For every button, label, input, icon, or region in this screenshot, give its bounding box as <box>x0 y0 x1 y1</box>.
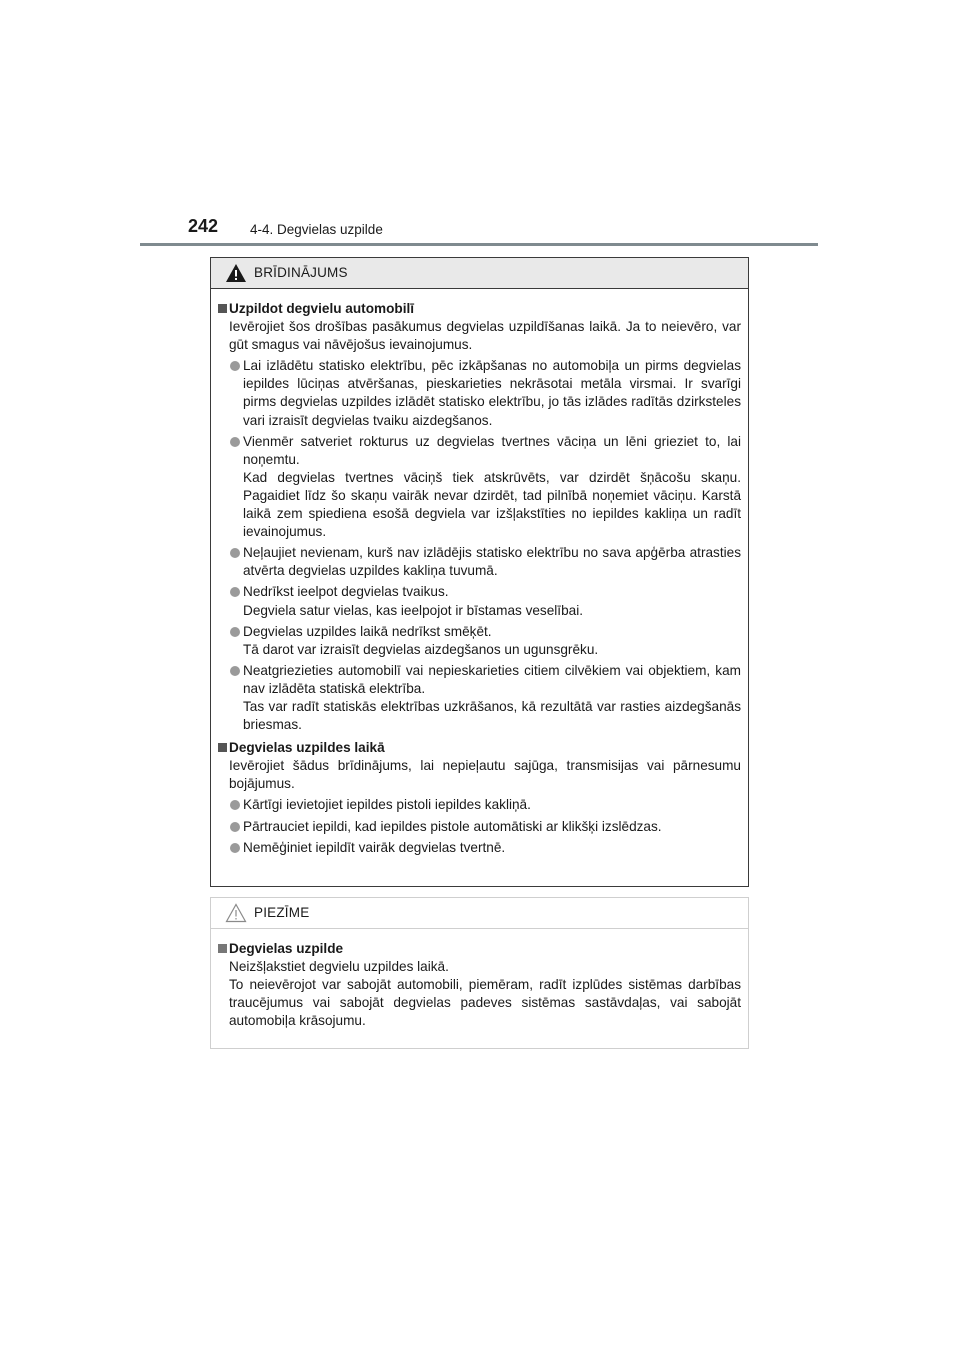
note-box <box>210 897 749 1049</box>
header-divider <box>140 243 818 246</box>
warning-title: BRĪDINĀJUMS <box>254 265 348 280</box>
section-title: 4-4. Degvielas uzpilde <box>250 222 383 237</box>
warning-box <box>210 257 749 887</box>
note-title: PIEZĪME <box>254 905 310 920</box>
round-bullet-icon <box>230 843 240 853</box>
round-bullet-icon <box>230 361 240 371</box>
list-item: Neatgriezieties automobilī vai nepieskarieties citiem cilvēkiem vai objektiem, kam nav izlādēta statiskā elektrība. Tas var radīt statiskās elektrības uzkrāšanos, kā rezultātā var rasties aizdegšanās briesmas. <box>218 662 741 734</box>
list-item: Lai izlādētu statisko elektrību, pēc izkāpšanas no automobiļa un pirms degvielas iepildes lūciņas atvēršanas, pieskarieties nekrāsotai metāla virsmai. Ir svarīgi pirms degvielas uzpildes izlādēt statisko elektrību, jo tās izlādes radītās dzirksteles vari izraisīt degvielas tvaiku aizdegšanos. <box>218 357 741 429</box>
caution-triangle-outline-icon <box>225 903 247 923</box>
round-bullet-icon <box>230 437 240 447</box>
note-header <box>211 898 748 929</box>
note-text-1: Neizšļakstiet degvielu uzpildes laikā. <box>229 959 449 975</box>
warning-triangle-icon <box>225 263 247 283</box>
page-number: 242 <box>188 216 219 236</box>
list-item: Pārtrauciet iepildi, kad iepildes pistole automātiski ar klikšķi izslēdzas. <box>218 818 741 836</box>
round-bullet-icon <box>230 587 240 597</box>
warning-heading-refueling: Uzpildot degvielu automobilī <box>218 300 741 318</box>
warning-heading-during-refueling: Degvielas uzpildes laikā <box>218 739 741 757</box>
round-bullet-icon <box>230 548 240 558</box>
square-bullet-icon <box>218 304 227 313</box>
square-bullet-icon <box>218 944 227 953</box>
round-bullet-icon <box>230 627 240 637</box>
round-bullet-icon <box>230 800 240 810</box>
square-bullet-icon <box>218 743 227 752</box>
warning-header <box>211 258 748 289</box>
list-item: Kārtīgi ievietojiet iepildes pistoli iepildes kakliņā. <box>218 796 741 814</box>
list-item: Degvielas uzpildes laikā nedrīkst smēķēt. Tā darot var izraisīt degvielas aizdegšanos un ugunsgrēku. <box>218 623 741 659</box>
list-item: Neļaujiet nevienam, kurš nav izlādējis statisko elektrību no sava apģērba atrasties atvērta degvielas uzpildes kakliņa tuvumā. <box>218 544 741 580</box>
list-item: Nedrīkst ieelpot degvielas tvaikus. Degviela satur vielas, kas ieelpojot ir bīstamas veselībai. <box>218 583 741 619</box>
warning-intro-2: Ievērojiet šādus brīdinājums, lai nepieļautu sajūga, transmisijas vai pārnesumu bojājumus. <box>229 758 741 792</box>
note-heading: Degvielas uzpilde <box>218 940 741 958</box>
list-item: Vienmēr satveriet rokturus uz degvielas tvertnes vāciņa un lēni grieziet to, lai noņemtu. Kad degvielas tvertnes vāciņš tiek atskrūvēts, var dzirdēt šņācošu skaņu. Pagaidiet līdz šo skaņu vairāk nevar dzirdēt, tad pilnībā noņemiet vāciņu. Karstā laikā zem spiediena esošā degviela var izšļakstīties no iepildes kakliņa un radīt ievainojumus. <box>218 433 741 542</box>
round-bullet-icon <box>230 822 240 832</box>
round-bullet-icon <box>230 666 240 676</box>
warning-intro-1: Ievērojiet šos drošības pasākumus degvielas uzpildīšanas laikā. Ja to neievēro, var gūt smagus vai nāvējošus ievainojumus. <box>229 319 741 353</box>
list-item: Nemēģiniet iepildīt vairāk degvielas tvertnē. <box>218 839 741 857</box>
note-text-2: To neievērojot var sabojāt automobili, piemēram, radīt izplūdes sistēmas darbības traucējumus vai sabojāt degvielas padeves sistēmas sastāvdaļas, vai sabojāt automobiļa krāsojumu. <box>229 977 741 1029</box>
